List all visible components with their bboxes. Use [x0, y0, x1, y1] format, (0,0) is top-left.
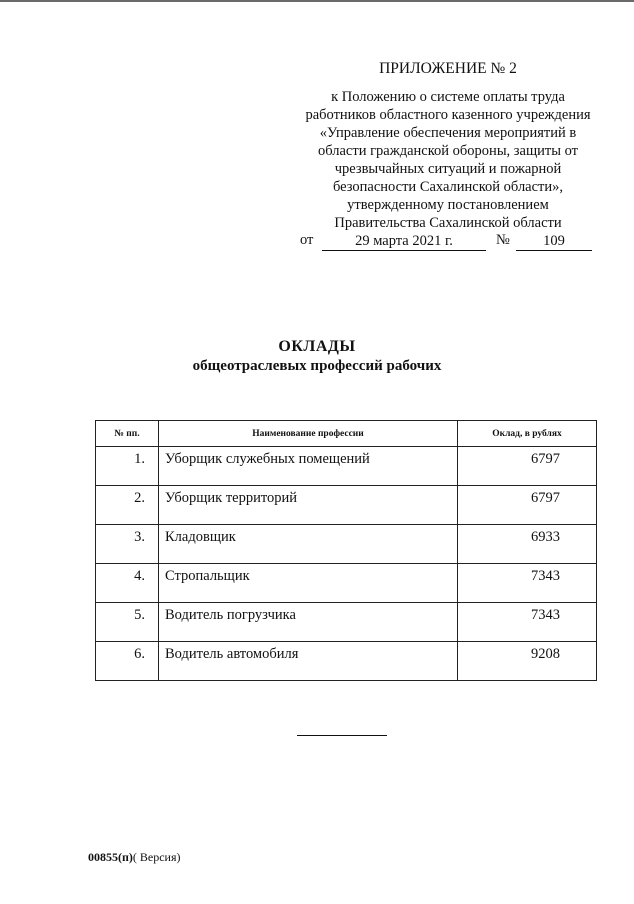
appendix-block	[300, 60, 596, 254]
profession-name: Стропальщик	[159, 564, 458, 603]
column-header-salary: Оклад, в рублях	[458, 421, 597, 447]
profession-name: Уборщик территорий	[159, 486, 458, 525]
heading-title: ОКЛАДЫ	[278, 338, 356, 355]
appendix-line: безопасности Сахалинской области»,	[332, 179, 564, 195]
heading-subtitle: общеотраслевых профессий рабочих	[192, 358, 442, 374]
appendix-title: ПРИЛОЖЕНИЕ № 2	[379, 60, 517, 77]
table-row	[96, 603, 597, 642]
number-prefix: №	[496, 232, 510, 248]
profession-name: Водитель погрузчика	[159, 603, 458, 642]
appendix-line: утвержденному постановлением	[347, 197, 549, 213]
appendix-line: «Управление обеспечения мероприятий в	[319, 125, 577, 141]
resolution-date: 29 марта 2021 г.	[322, 232, 486, 251]
appendix-line: области гражданской обороны, защиты от	[317, 143, 579, 159]
profession-name: Уборщик служебных помещений	[159, 447, 458, 486]
salary-value: 7343	[458, 564, 597, 603]
table-row	[96, 564, 597, 603]
row-number: 3.	[96, 525, 159, 564]
page-top-edge-line	[0, 0, 634, 2]
document-code-id: 00855(п)	[88, 850, 133, 864]
appendix-line: работников областного казенного учреждения	[305, 107, 591, 123]
row-number: 5.	[96, 603, 159, 642]
table-row	[96, 447, 597, 486]
profession-name: Кладовщик	[159, 525, 458, 564]
profession-name: Водитель автомобиля	[159, 642, 458, 681]
column-header-number: № пп.	[96, 421, 159, 447]
appendix-line: чрезвычайных ситуаций и пожарной	[334, 161, 562, 177]
row-number: 2.	[96, 486, 159, 525]
row-number: 1.	[96, 447, 159, 486]
appendix-line: Правительства Сахалинской области	[334, 215, 562, 231]
table-row	[96, 486, 597, 525]
salary-value: 6797	[458, 486, 597, 525]
salary-table	[95, 420, 597, 681]
date-prefix: от	[300, 232, 314, 248]
row-number: 4.	[96, 564, 159, 603]
row-number: 6.	[96, 642, 159, 681]
table-row	[96, 642, 597, 681]
resolution-number: 109	[516, 232, 592, 251]
column-header-profession: Наименование профессии	[159, 421, 458, 447]
appendix-line: к Положению о системе оплаты труда	[331, 89, 565, 105]
document-code-version: ( Версия)	[132, 850, 181, 864]
date-number-line	[300, 232, 596, 254]
table-row	[96, 525, 597, 564]
end-separator-line	[297, 735, 387, 736]
document-heading	[0, 338, 634, 375]
salary-value: 9208	[458, 642, 597, 681]
salary-value: 6797	[458, 447, 597, 486]
table-header-row	[96, 421, 597, 447]
salary-value: 7343	[458, 603, 597, 642]
document-code	[88, 850, 181, 865]
salary-value: 6933	[458, 525, 597, 564]
